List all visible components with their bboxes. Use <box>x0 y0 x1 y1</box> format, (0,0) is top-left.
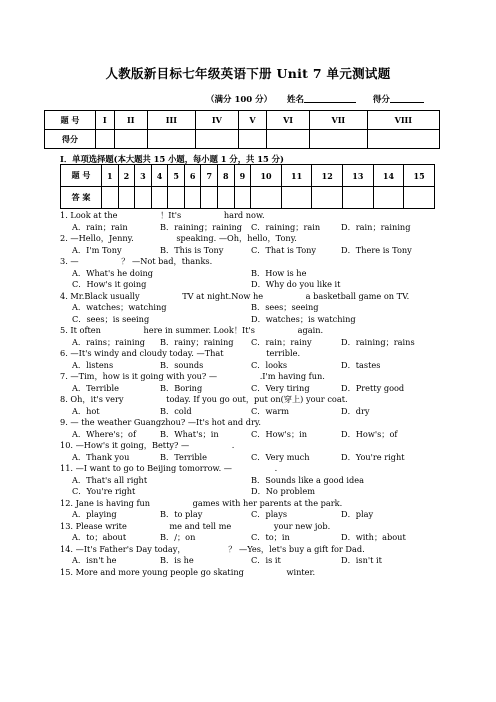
answer-header-row <box>61 165 435 187</box>
option: A．hot <box>72 405 100 416</box>
answer-value-row <box>61 187 435 209</box>
question-text: games with her parents at the park. <box>192 497 343 508</box>
question-text: 2. —Hello，Jenny. <box>60 233 137 243</box>
option: D．isn't it <box>341 555 382 565</box>
answer-cell <box>218 187 235 209</box>
question-text: winter. <box>286 566 316 577</box>
answer-header-cell: 4 <box>151 165 168 187</box>
option: C．raining；rain <box>251 221 321 232</box>
option: D．dry <box>341 405 370 416</box>
option-row <box>60 406 440 418</box>
option: C．That is Tony <box>251 244 317 255</box>
option: D．You're right <box>341 451 405 462</box>
option: A．rain；rain <box>72 221 128 232</box>
score-header-cell: II <box>114 111 147 130</box>
questions-list <box>60 210 440 578</box>
answer-cell <box>234 187 251 209</box>
option: C．plays <box>251 509 288 519</box>
option: B．raining；raining <box>160 221 243 232</box>
option: B．Terrible <box>160 451 208 462</box>
option: B．Sounds like a good idea <box>251 474 364 485</box>
option-row <box>60 429 440 441</box>
option: B．rainy；raining <box>160 336 234 347</box>
score-header-label: 题 号 <box>45 111 96 130</box>
question-text: 10. —How's it going，Betty? — <box>60 440 192 450</box>
option: C．is it <box>251 555 281 565</box>
option: A．I'm Tony <box>72 244 122 255</box>
answer-cell <box>281 187 312 209</box>
question-text: again. <box>297 325 324 335</box>
option-row <box>60 302 440 314</box>
answer-header-cell: 6 <box>184 165 201 187</box>
option: C．sees；is seeing <box>72 313 150 324</box>
score-header-cell: V <box>238 111 266 130</box>
option-row <box>60 486 440 498</box>
option: D．No problem <box>251 486 316 496</box>
question-text: here in summer. Look！It's <box>143 325 258 335</box>
score-cell <box>310 130 368 149</box>
option-row <box>60 245 440 257</box>
option-row <box>60 532 440 544</box>
score-cell <box>267 130 310 149</box>
question-text: .I'm having fun. <box>259 371 325 381</box>
question-stem <box>60 463 440 475</box>
option: A．playing <box>72 509 117 519</box>
question-text: ！It's <box>160 210 184 220</box>
question-text: 4. Mr.Black usually <box>60 290 143 301</box>
answer-header-cell: 1 <box>102 165 119 187</box>
question-text: your new job. <box>273 520 331 531</box>
option-row <box>60 268 440 280</box>
option: A．listens <box>72 359 114 370</box>
question-text: 13. Please write <box>60 520 130 531</box>
option-row <box>60 475 440 487</box>
score-cell <box>96 130 115 149</box>
question-text: terrible. <box>266 348 301 358</box>
option: A．Where's；of <box>72 428 136 439</box>
name-label: 姓名 <box>286 95 304 105</box>
question-stem <box>60 440 440 452</box>
option: A．to；about <box>72 532 127 542</box>
option: D．raining；rains <box>341 336 415 347</box>
answer-header-cell: 12 <box>312 165 343 187</box>
option: B．is he <box>160 555 194 565</box>
question-text: 14. —It's Father's Day today， <box>60 543 189 554</box>
answer-cell <box>201 187 218 209</box>
answer-cell <box>135 187 152 209</box>
option: B．What's；in <box>160 428 219 439</box>
option: C．warm <box>251 405 290 416</box>
question-text: 15. More and more young people go skating <box>60 566 247 577</box>
question-text: 6. —It's windy and cloudy today. —That <box>60 348 227 358</box>
answer-header-cell: 5 <box>168 165 185 187</box>
question-stem <box>60 256 440 268</box>
score-header-cell: III <box>147 111 195 130</box>
question-text: hard now. <box>223 210 265 220</box>
question-stem <box>60 544 440 556</box>
option: C．Very tiring <box>251 382 310 393</box>
question-stem <box>60 394 440 406</box>
question-text: me and tell me <box>169 520 234 531</box>
question-text: ？ —Yes，let's buy a gift for Dad. <box>228 543 365 554</box>
score-header-cell: VIII <box>367 111 439 130</box>
option: C．How's it going <box>72 279 147 289</box>
answer-cell <box>102 187 119 209</box>
option: D．rain；raining <box>341 221 411 232</box>
question-stem <box>60 567 440 579</box>
score-cell <box>147 130 195 149</box>
option: B．cold <box>160 405 192 416</box>
option: A．That's all right <box>72 474 148 485</box>
score-header-cell: VI <box>267 111 310 130</box>
option: C．You're right <box>72 486 136 496</box>
option: C．rain；rainy <box>251 336 312 347</box>
option: D．How's；of <box>341 428 398 439</box>
score-value-row <box>45 130 440 149</box>
option: D．watches；is watching <box>251 313 356 324</box>
question-text: 11. —I want to go to Beijing tomorrow. — <box>60 463 235 473</box>
score-cell <box>114 130 147 149</box>
answer-cell <box>184 187 201 209</box>
option: B．Boring <box>160 382 203 393</box>
option: B．This is Tony <box>160 244 224 255</box>
option-row <box>60 314 440 326</box>
question-stem <box>60 210 440 222</box>
answer-header-label: 题 号 <box>61 165 102 187</box>
option: D．There is Tony <box>341 244 412 255</box>
question-stem <box>60 521 440 533</box>
score-header-cell: IV <box>195 111 238 130</box>
option-row <box>60 337 440 349</box>
question-text: 1. Look at the <box>60 210 121 220</box>
answer-header-cell: 14 <box>373 165 404 187</box>
answer-header-cell: 10 <box>251 165 282 187</box>
score-info <box>206 93 432 105</box>
option: A．Terrible <box>72 382 119 393</box>
option: B．How is he <box>251 267 307 278</box>
answer-header-cell: 8 <box>218 165 235 187</box>
score-row-label: 得分 <box>45 130 96 149</box>
answer-cell <box>404 187 435 209</box>
question-stem <box>60 417 440 429</box>
option: A．rains；raining <box>72 336 145 347</box>
option-row <box>60 360 440 372</box>
score-cell <box>238 130 266 149</box>
question-text: 9. — the weather Guangzhou? —It's hot and dry. <box>60 417 262 427</box>
option: C．to；in <box>251 532 290 542</box>
page-title: 人教版新目标七年级英语下册 Unit 7 单元测试题 <box>105 66 391 81</box>
answer-header-cell: 9 <box>234 165 251 187</box>
answer-cell <box>251 187 282 209</box>
answer-cell <box>151 187 168 209</box>
answer-row-label: 答 案 <box>61 187 102 209</box>
question-text: speaking. —Oh，hello，Tony. <box>176 233 297 243</box>
option: C．looks <box>251 359 288 370</box>
score-table <box>44 110 440 149</box>
section-heading: I．单项选择题(本大题共 15 小题，每小题 1 分，共 15 分) <box>60 154 284 164</box>
question-text: 3. — <box>60 256 82 266</box>
option-row <box>60 279 440 291</box>
option: B．to play <box>160 509 203 519</box>
question-text: 5. It often <box>60 325 104 335</box>
option: C．Very much <box>251 451 310 462</box>
score-cell <box>367 130 439 149</box>
option-row <box>60 222 440 234</box>
score-header-row <box>45 111 440 130</box>
question-stem <box>60 498 440 510</box>
option: B．/；on <box>160 532 196 542</box>
answer-header-cell: 11 <box>281 165 312 187</box>
option: B．sounds <box>160 359 204 370</box>
answer-cell <box>343 187 374 209</box>
answer-cell <box>373 187 404 209</box>
question-stem <box>60 233 440 245</box>
question-text: 7. —Tim，how is it going with you? — <box>60 371 220 381</box>
question-stem <box>60 291 440 303</box>
answer-header-cell: 13 <box>343 165 374 187</box>
answer-table <box>60 164 435 209</box>
option: A．Thank you <box>72 451 130 462</box>
question-stem <box>60 325 440 337</box>
question-text: TV at night.Now he <box>182 290 266 301</box>
question-text: 8. Oh，it's very <box>60 394 127 404</box>
option: D．play <box>341 509 374 519</box>
option-row <box>60 509 440 521</box>
option: D．Pretty good <box>341 382 405 393</box>
option: B．sees；seeing <box>251 302 319 312</box>
answer-cell <box>168 187 185 209</box>
answer-header-cell: 15 <box>404 165 435 187</box>
option: A．What's he doing <box>72 267 154 278</box>
answer-cell <box>118 187 135 209</box>
option-row <box>60 383 440 395</box>
question-text: 12. Jane is having fun <box>60 497 153 508</box>
score-label: 得分 <box>372 95 390 105</box>
question-stem <box>60 371 440 383</box>
score-header-cell: VII <box>310 111 368 130</box>
score-header-cell: I <box>96 111 115 130</box>
score-blank <box>390 93 424 103</box>
question-text: . <box>231 440 235 450</box>
question-stem <box>60 348 440 360</box>
answer-header-cell: 3 <box>135 165 152 187</box>
answer-header-cell: 2 <box>118 165 135 187</box>
question-text: . <box>274 463 278 473</box>
option: D．Why do you like it <box>251 279 341 289</box>
answer-cell <box>312 187 343 209</box>
option: D．tastes <box>341 359 381 370</box>
score-cell <box>195 130 238 149</box>
full-marks: （满分 100 分） <box>206 95 273 105</box>
option: C．How's；in <box>251 428 308 439</box>
option-row <box>60 452 440 464</box>
question-text: today. If you go out，put on(穿上) your coat. <box>166 394 348 404</box>
option: D．with；about <box>341 532 406 542</box>
option: A．isn't he <box>72 555 117 565</box>
answer-header-cell: 7 <box>201 165 218 187</box>
name-blank <box>304 93 356 103</box>
option-row <box>60 555 440 567</box>
question-text: a basketball game on TV. <box>305 290 410 301</box>
question-text: ？ —Not bad，thanks. <box>121 256 213 266</box>
option: A．watches；watching <box>72 302 167 312</box>
